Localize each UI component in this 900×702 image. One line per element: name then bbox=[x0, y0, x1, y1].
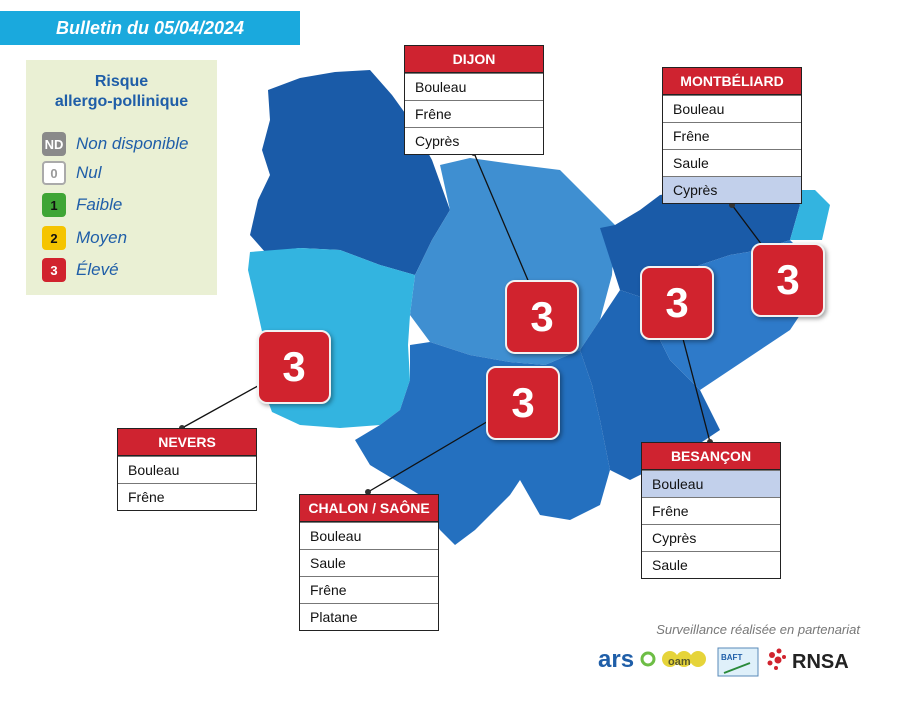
pollen-row: Cyprès bbox=[663, 176, 801, 203]
legend-label-2: Moyen bbox=[76, 228, 128, 247]
risk-marker-dijon: 3 bbox=[505, 280, 579, 354]
risk-marker-besancon: 3 bbox=[640, 266, 714, 340]
oam-logo-text: oam bbox=[668, 656, 691, 668]
legend-label-0: Nul bbox=[76, 163, 102, 182]
city-name-nevers: NEVERS bbox=[118, 429, 256, 456]
baft-logo bbox=[716, 645, 760, 679]
risk-marker-nevers: 3 bbox=[257, 330, 331, 404]
pollen-row: Frêne bbox=[663, 122, 801, 149]
city-panel-chalon bbox=[299, 494, 439, 631]
rnsa-logo bbox=[764, 645, 868, 679]
city-name-dijon: DIJON bbox=[405, 46, 543, 73]
legend-item-0 bbox=[42, 161, 102, 185]
legend-label-3: Élevé bbox=[76, 260, 119, 279]
pollen-row: Frêne bbox=[405, 100, 543, 127]
pollen-row: Saule bbox=[642, 551, 780, 578]
ars-logo-text: ars bbox=[598, 646, 635, 673]
legend-badge-2: 2 bbox=[42, 226, 66, 250]
city-panel-montbeliard bbox=[662, 67, 802, 204]
pollen-row: Frêne bbox=[642, 497, 780, 524]
risk-marker-chalon: 3 bbox=[486, 366, 560, 440]
legend-badge-3: 3 bbox=[42, 258, 66, 282]
connector-nevers bbox=[182, 382, 265, 428]
legend-title-line2: allergo-pollinique bbox=[54, 93, 189, 110]
ars-logo bbox=[596, 645, 656, 679]
legend-item-1 bbox=[42, 193, 122, 217]
legend-badge-1: 1 bbox=[42, 193, 66, 217]
pollen-row: Saule bbox=[300, 549, 438, 576]
legend-badge-nd: ND bbox=[42, 132, 66, 156]
pollen-row: Bouleau bbox=[118, 456, 256, 483]
legend-title bbox=[26, 72, 217, 112]
risk-marker-montbeliard: 3 bbox=[751, 243, 825, 317]
legend-item-3 bbox=[42, 258, 119, 282]
legend-label-1: Faible bbox=[76, 195, 123, 214]
partners-caption: Surveillance réalisée en partenariat bbox=[656, 622, 860, 637]
pollen-row: Bouleau bbox=[642, 470, 780, 497]
city-name-montbeliard: MONTBÉLIARD bbox=[663, 68, 801, 95]
anaforcal-logo bbox=[660, 645, 712, 679]
legend-badge-0: 0 bbox=[42, 161, 66, 185]
legend-item-2 bbox=[42, 226, 127, 250]
pollen-row: Platane bbox=[300, 603, 438, 630]
city-panel-dijon bbox=[404, 45, 544, 155]
pollen-row: Bouleau bbox=[663, 95, 801, 122]
pollen-row: Frêne bbox=[118, 483, 256, 510]
pollen-row: Saule bbox=[663, 149, 801, 176]
bulletin-title: Bulletin du 05/04/2024 bbox=[0, 11, 300, 45]
pollen-row: Bouleau bbox=[300, 522, 438, 549]
baft-logo-text: BAFT bbox=[721, 653, 743, 662]
city-name-besancon: BESANÇON bbox=[642, 443, 780, 470]
pollen-row: Cyprès bbox=[642, 524, 780, 551]
pollen-row: Bouleau bbox=[405, 73, 543, 100]
legend-panel bbox=[26, 60, 217, 295]
pollen-row: Frêne bbox=[300, 576, 438, 603]
pollen-row: Cyprès bbox=[405, 127, 543, 154]
city-panel-nevers bbox=[117, 428, 257, 511]
legend-title-line1: Risque bbox=[94, 73, 149, 90]
city-name-chalon: CHALON / SAÔNE bbox=[300, 495, 438, 522]
city-panel-besancon bbox=[641, 442, 781, 579]
legend-label-nd: Non disponible bbox=[76, 134, 189, 153]
rnsa-logo-text: RNSA bbox=[792, 651, 849, 673]
legend-item-nd bbox=[42, 132, 188, 156]
